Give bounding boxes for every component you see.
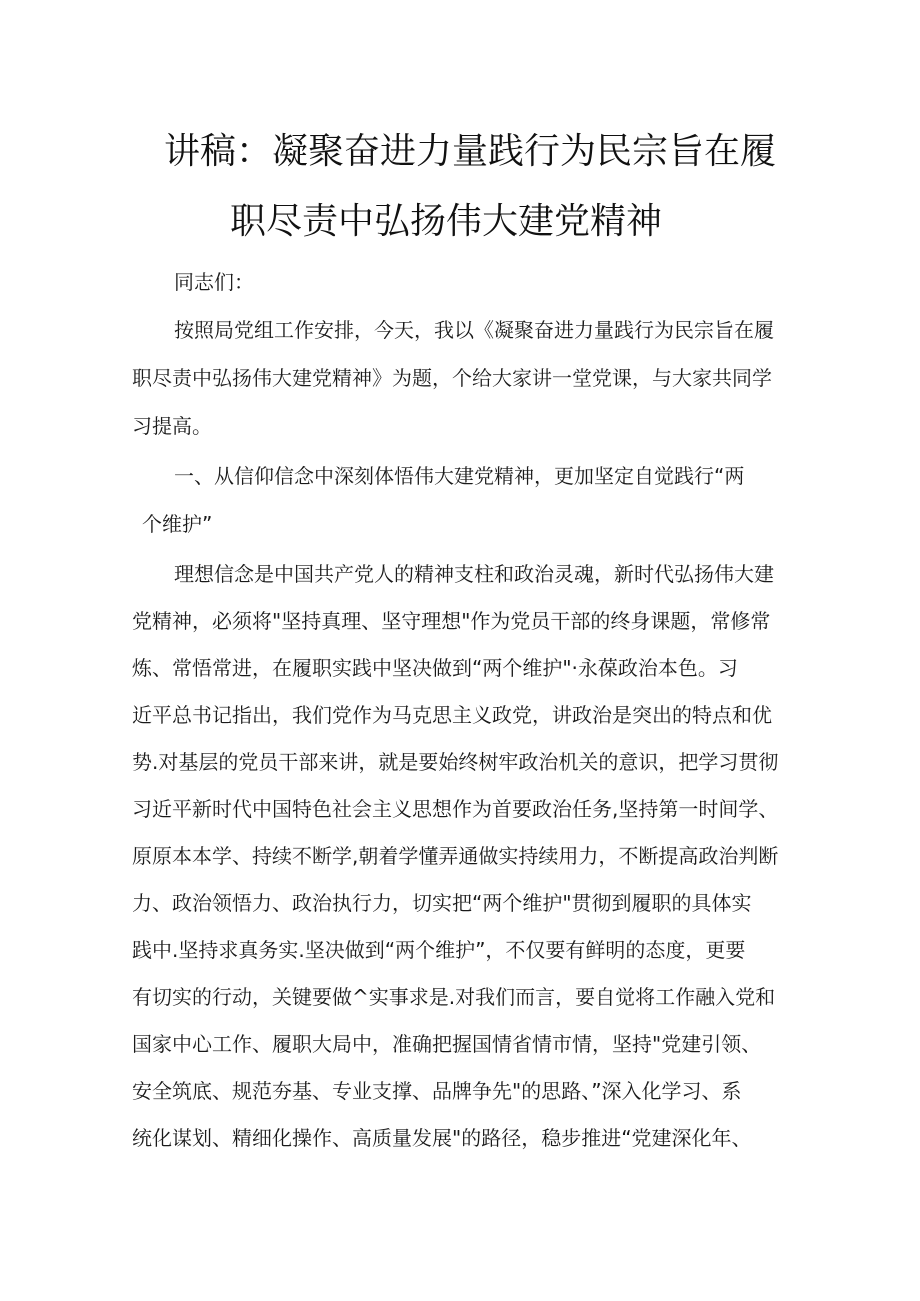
section-heading-1-line: 个维护” bbox=[142, 512, 213, 536]
paragraph-2-line: 原原本本学、持续不断学,朝着学懂弄通做实持续用力，不断提高政治判断 bbox=[132, 844, 779, 868]
section-heading-1-line: 一、从信仰信念中深刻体悟伟大建党精神，更加坚定自觉践行“两 bbox=[174, 464, 745, 488]
paragraph-2-line: 习近平新时代中国特色社会主义思想作为首要政治任务,坚持第一时间学、 bbox=[132, 797, 779, 821]
paragraph-2-line: 统化谋划、精细化操作、高质量发展"的路径，稳步推进“党建深化年、 bbox=[132, 1126, 752, 1150]
paragraph-1-line: 职尽责中弘扬伟大建党精神》为题，个给大家讲一堂党课，与大家共同学 bbox=[132, 366, 772, 390]
paragraph-2-line: 国家中心工作、履职大局中，准确把握国情省情市情，坚持"党建引领、 bbox=[132, 1032, 762, 1056]
paragraph-2-line: 势.对基层的党员干部来讲，就是要始终树牢政治机关的意识，把学习贯彻 bbox=[132, 750, 779, 774]
paragraph-2-line: 力、政治领悟力、政治执行力，切实把“两个维护"贯彻到履职的具体实 bbox=[132, 891, 752, 915]
paragraph-2-line: 炼、常悟常进，在履职实践中坚决做到“两个维护"·永葆政治本色。习 bbox=[132, 656, 738, 680]
salutation: 同志们： bbox=[174, 270, 254, 294]
document-title-line-2: 职尽责中弘扬伟大建党精神 bbox=[230, 201, 663, 242]
paragraph-2-line: 党精神，必须将"坚持真理、坚守理想"作为党员干部的终身课题，常修常 bbox=[132, 609, 771, 633]
paragraph-2-line: 安全筑底、规范夯基、专业支撑、品牌争先"的思路、”深入化学习、系 bbox=[132, 1079, 742, 1103]
paragraph-2-line: 近平总书记指出，我们党作为马克思主义政党，讲政治是突出的特点和优 bbox=[132, 703, 772, 727]
document-title-line-1: 讲稿：凝聚奋进力量践行为民宗旨在履 bbox=[163, 131, 776, 172]
paragraph-1-line: 习提高。 bbox=[132, 414, 212, 438]
paragraph-2-line: 有切实的行动，关键要做^实事求是.对我们而言，要自觉将工作融入党和 bbox=[132, 985, 776, 1009]
paragraph-2-line: 理想信念是中国共产党人的精神支柱和政治灵魂，新时代弘扬伟大建 bbox=[174, 562, 774, 586]
paragraph-2-line: 践中.坚持求真务实.坚决做到“两个维护”，不仅要有鲜明的态度，更要 bbox=[132, 938, 746, 962]
paragraph-1-line: 按照局党组工作安排，今天，我以《凝聚奋进力量践行为民宗旨在履 bbox=[174, 318, 774, 342]
